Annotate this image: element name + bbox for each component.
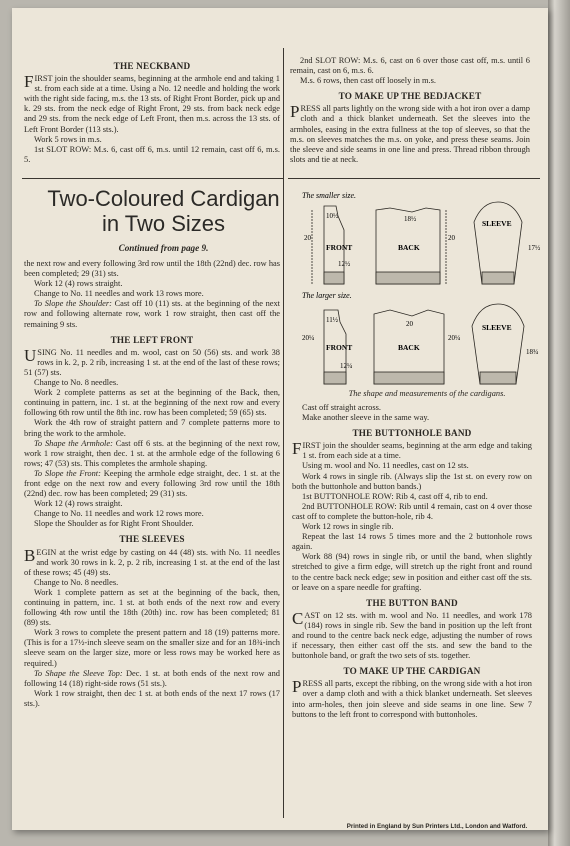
paragraph-text: IRST join the shoulder seams, beginning at the arm edge and taking 1 st. from each side at a time. [302,441,532,461]
after-paragraph-1: Cast off straight across. [302,403,381,412]
left-front-paragraph-6 [24,469,280,499]
back-label: BACK [398,243,420,252]
measure-label: 17½ [528,244,541,252]
paragraph-text: RESS all parts lightly on the wrong side with a hot iron over a damp cloth and a thick blanket underneath. Set the sleeves into the armholes, easing in the extra fullness at the top of sleeves, so that the m.s. on sleeves matches the m.s. on yoke, and press these seams. Join the sleeve and side seams in one line and press. Thread ribbon through slots and tie at neck. [290,104,530,164]
article-title [36,186,291,236]
diagram-caption: The shape and measurements of the cardigans. [348,389,506,398]
measure-label: 18¾ [526,348,539,356]
measure-label: 20 [406,320,413,328]
paragraph-text: AST on 12 sts. with m. wool and No. 11 needles, and work 178 (184) rows in single rib. Sew the band in position up the left front and round to the centre back neck edge, adjusting the number of rows if necessary, then either cast off the sts. and sew the band to the buttonhole band, or graft the two sets of sts. together. [292,610,532,661]
drop-cap: C [292,608,304,628]
background-edge [548,0,570,846]
left-front-paragraph-4: Work the 4th row of straight pattern and 7 complete patterns more to bring the work to the armhole. [24,418,280,438]
drop-cap: B [24,545,36,565]
title-line-1: Two-Coloured Cardigan [47,186,280,211]
buttonhole-paragraph-7: Repeat the last 14 rows 5 times more and the 2 buttonhole rows again. [292,532,532,552]
make-up-paragraph [292,679,532,719]
sleeve-label: SLEEVE [482,219,512,228]
sleeves-paragraph-2: Change to No. 8 needles. [34,577,119,587]
bedjacket-section [290,56,530,165]
buttonhole-paragraph-2: Using m. wool and No. 11 needles, cast on 12 sts. [302,461,469,471]
measure-label: 20¼ [448,334,461,342]
slot-row-2-cont: M.s. 6 rows, then cast off loosely in m.s. [300,76,436,86]
measure-label: 11½ [326,316,338,324]
sleeves-paragraph-3: Work 1 complete pattern as set at the beginning of the back, then, continuing in pattern, inc. 1 st. at both ends of the next row and every following 4th row until the 18th (20th) inc. row has been completed; 81 (89) sts. [24,587,280,628]
drop-cap: P [292,677,302,697]
buttonhole-paragraph-3: Work 4 rows in single rib. (Always slip the 1st st. on every row on both the buttonhole and button bands.) [292,471,532,491]
printer-footer: Printed in England by Sun Printers Ltd., London and Watford. [346,823,528,830]
drop-cap: F [292,439,302,459]
sleeves-paragraph-6: Work 1 row straight, then dec 1 st. at both ends of the next 17 rows (17 sts.). [24,688,280,708]
buttonhole-paragraph-5: 2nd BUTTONHOLE ROW: Rib until 4 remain, cast on 4 over those cast off to complete the button-hole, rib 4. [292,501,532,521]
smaller-size-label: The smaller size. [302,191,356,200]
column-divider [283,48,284,818]
italic-lead: To Slope the Shoulder: [34,299,112,309]
sleeves-heading: THE SLEEVES [119,534,185,545]
sleeves-paragraph-4: Work 3 rows to complete the present pattern and 18 (19) patterns more. (This is for a 17½-inch sleeve seam on the smaller size and for an 18¾-inch sleeve seam on the larger size, more or less rows may be worked here as required.) [24,628,280,668]
drop-cap: U [24,345,37,365]
italic-lead: To Shape the Sleeve Top: [34,668,123,678]
measure-label: 20 [448,234,455,242]
divider [22,178,284,179]
neckband-paragraph-1 [24,74,280,135]
left-front-paragraph-3: Work 2 complete patterns as set at the beginning of the Back, then, continuing in pattern, inc. 1 st. at the beginning of the next row and every following 6th row until the 8th inc. row has been completed; 59 (65) sts. [24,388,280,418]
back-label: BACK [398,343,420,352]
intro-paragraph-1: the next row and every following 3rd row until the 18th (22nd) dec. row has been completed; 29 (31) sts. [24,259,280,279]
drop-cap: P [290,102,300,122]
sleeve-label: SLEEVE [482,323,512,332]
measure-label: 20¼ [302,334,315,342]
paragraph-text: Cast off 10 (11) sts. at the beginning of the next row and following alternate row, work 1 row straight, then cast off the remaining 9 sts. [24,299,280,329]
paragraph-text: RESS all parts, except the ribbing, on the wrong side with a hot iron over a damp cloth and with a thick blanket underneath. Set sleeves into arm-holes, then join sleeve and side seams in one line. Sew 7 buttons to the left front to correspond with buttonholes. [292,679,532,719]
italic-lead: To Slope the Front: [34,468,101,478]
continued-note: Continued from page 9. [118,243,209,253]
measurement-diagram [302,188,542,403]
paragraph-text: Dec. 1 st. at both ends of the next row and following 14 (18) right-side rows (51 sts.). [24,668,280,688]
larger-size-label: The larger size. [302,291,352,300]
divider [288,178,540,179]
paragraph-text: SING No. 11 needles and m. wool, cast on 50 (56) sts. and work 38 rows in k. 2, p. 2 rib, increasing 1 st. at the end of the last of these rows; 51 (57) sts. [24,347,280,377]
front-label: FRONT [326,243,353,252]
buttonhole-paragraph-8: Work 88 (94) rows in single rib, or until the band, when slightly stretched to give a firm edge, will stretch up the right front and round to the centre back neck edge; sew in position and either cast off the sts. or leave on a spare needle for grafting. [292,552,532,592]
measure-label: 18½ [404,215,417,223]
left-front-paragraph-1 [24,345,280,378]
neckband-paragraph-2: Work 5 rows in m.s. [34,134,102,144]
drop-cap: F [24,72,34,92]
neckband-paragraph-3: 1st SLOT ROW: M.s. 6, cast off 6, m.s. until 12 remain, cast off 6, m.s. 5. [24,144,280,164]
slot-row-2: 2nd SLOT ROW: M.s. 6, cast on 6 over those cast off, m.s. until 6 remain, cast on 6, m.s. 6. [290,56,530,76]
measure-label: 10½ [326,212,339,220]
bedjacket-heading: TO MAKE UP THE BEDJACKET [338,91,482,102]
paragraph-text: Keeping the armhole edge straight, dec. 1 st. at the front edge on the next row and every following 3rd row until the 18th (22nd) dec. row has been completed; 29 (31) sts. [24,468,280,499]
intro-paragraph-3: Change to No. 11 needles and work 13 rows more. [34,289,204,299]
left-front-paragraph-5 [24,439,280,469]
buttonhole-paragraph-1 [292,441,532,461]
paragraph-text: Cast off 6 sts. at the beginning of the next row, work 1 row straight, then dec. 1 st. at the armhole edge of the following 6 rows; 47 (53) sts. This completes the armhole shaping. [24,438,280,468]
left-front-paragraph-9: Slope the Shoulder as for Right Front Shoulder. [34,519,194,529]
sleeves-paragraph-5 [24,669,280,689]
make-up-heading: TO MAKE UP THE CARDIGAN [343,666,481,677]
after-paragraph-2: Make another sleeve in the same way. [302,413,430,423]
button-band-heading: THE BUTTON BAND [366,597,458,608]
paragraph-text: IRST join the shoulder seams, beginning at the armhole end and taking 1 st. from each side at a time. Using a No. 12 needle and holding the work with the right side facing, m.s. the 13 sts. of Right Front Border, pick up and k. 29 sts. from the neck edge of Right Front, 29 sts. from back neck edge and 29 sts. from the neck edge of Left Front, then m.s. across the 13 sts. of Left Front Border (113 sts.). [24,74,281,134]
intro-paragraph-2: Work 12 (4) rows straight. [34,279,123,289]
bedjacket-paragraph [290,104,530,165]
neckband-section [24,56,280,165]
buttonhole-heading: THE BUTTONHOLE BAND [352,428,472,439]
left-front-paragraph-7: Work 12 (4) rows straight. [34,499,123,509]
measure-label: 20 [304,234,311,242]
right-column [292,403,532,720]
left-front-paragraph-8: Change to No. 11 needles and work 12 rows more. [34,509,204,519]
measure-label: 12½ [338,260,351,268]
measure-label: 12¼ [340,362,353,370]
left-front-paragraph-2: Change to No. 8 needles. [34,378,119,388]
magazine-page [12,8,548,830]
sleeves-paragraph-1 [24,545,280,578]
buttonhole-paragraph-6: Work 12 rows in single rib. [302,522,394,532]
italic-lead: To Shape the Armhole: [34,438,113,448]
left-front-heading: THE LEFT FRONT [110,334,194,345]
front-label: FRONT [326,343,353,352]
title-line-2: in Two Sizes [101,211,226,236]
buttonhole-paragraph-4: 1st BUTTONHOLE ROW: Rib 4, cast off 4, rib to end. [302,491,488,501]
left-column [24,259,280,709]
small-sleeve-shape [474,202,522,284]
neckband-heading: THE NECKBAND [113,61,191,71]
paragraph-text: EGIN at the wrist edge by casting on 44 (48) sts. with No. 11 needles and work 30 rows in k. 2, p. 2 rib, increasing 1 st. at the end of the last of these rows; 45 (49) sts. [24,547,280,577]
large-sleeve-shape [472,304,524,384]
button-band-paragraph [292,608,532,661]
intro-paragraph-4 [24,299,280,329]
